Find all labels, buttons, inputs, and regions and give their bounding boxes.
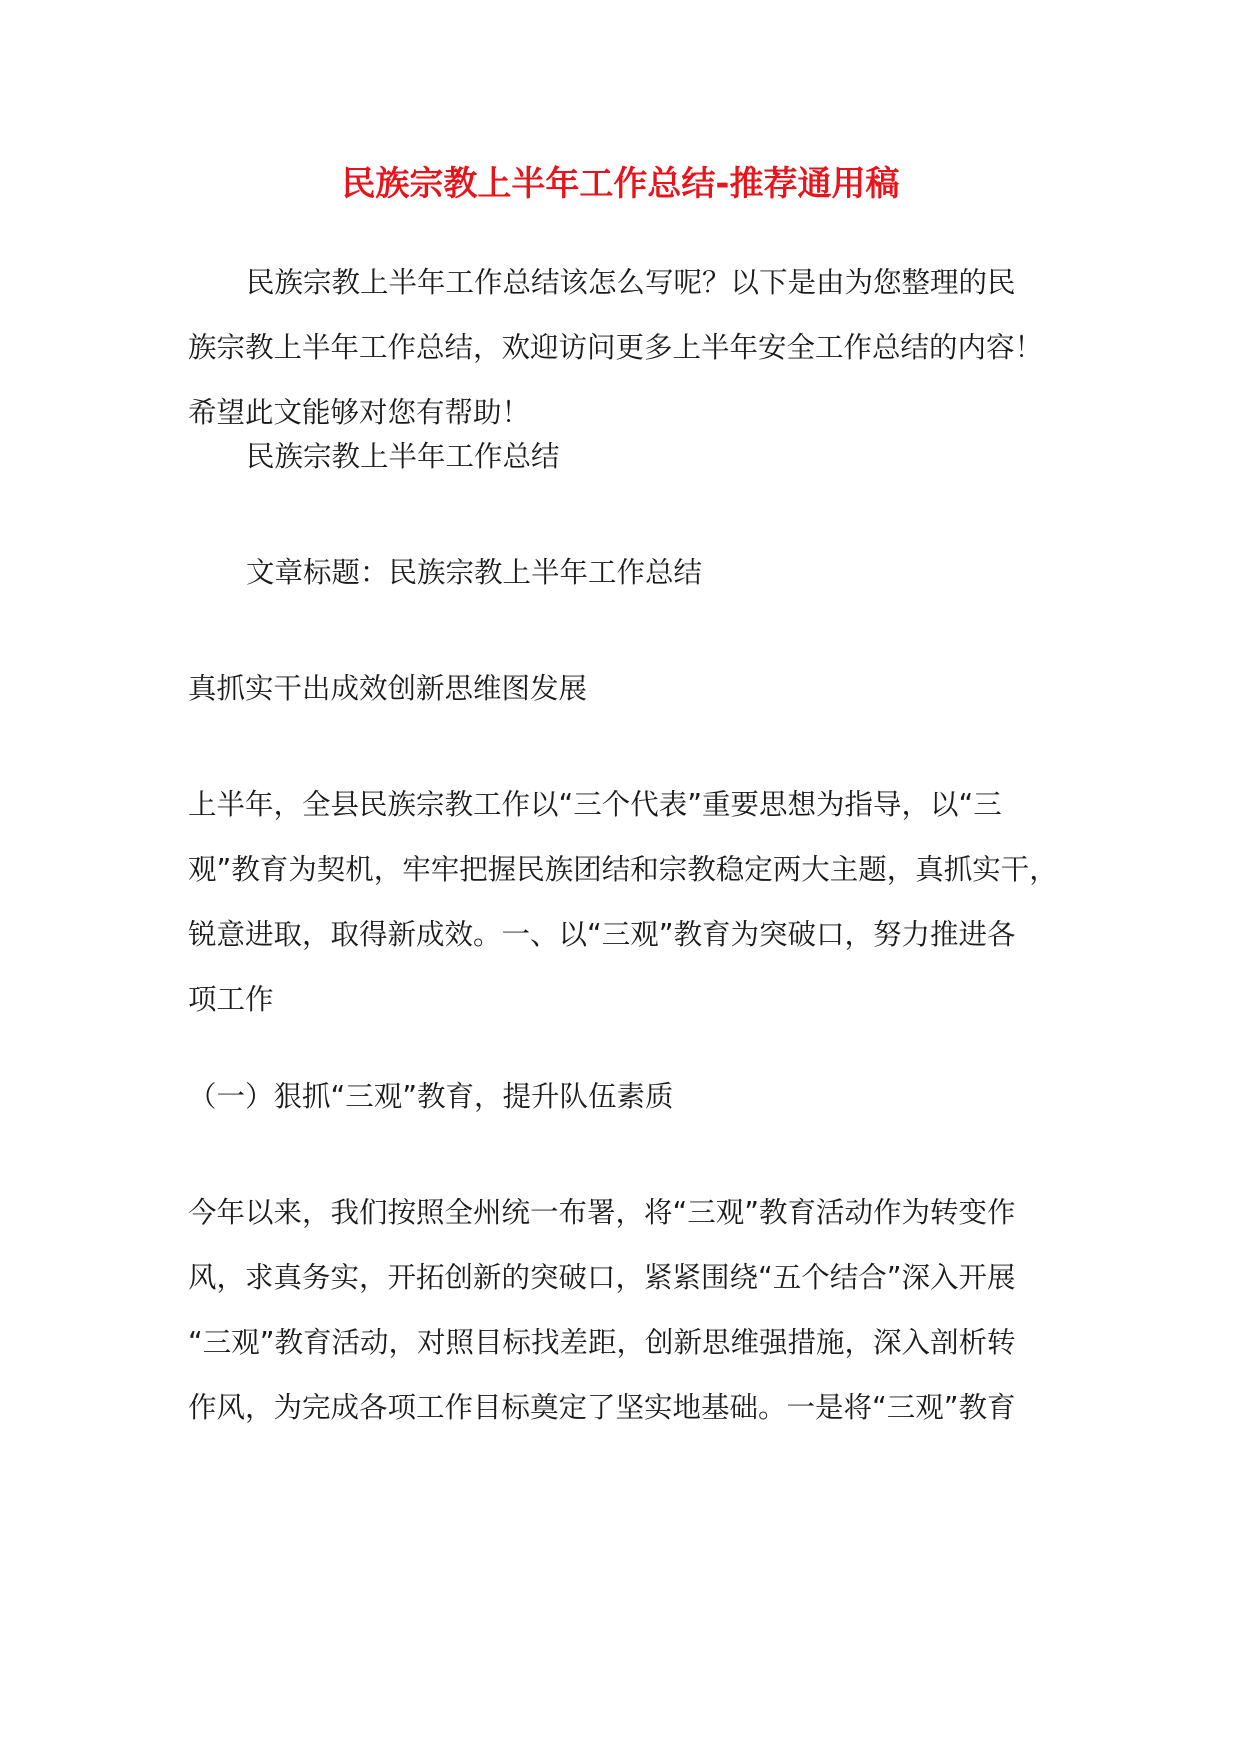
intro-line: 希望此文能够对您有帮助！: [188, 396, 531, 429]
article-heading-paragraph: [188, 540, 1088, 605]
body-paragraph-2: [188, 1180, 1088, 1440]
body-line: 上半年，全县民族宗教工作以“三个代表”重要思想为指导，以“三: [188, 788, 1002, 821]
subtitle-paragraph: [188, 424, 1088, 489]
article-heading: 文章标题：民族宗教上半年工作总结: [246, 556, 703, 589]
body-line: “三观”教育活动，对照目标找差距，创新思维强措施，深入剖析转: [188, 1326, 1016, 1359]
theme-paragraph: [188, 656, 1088, 721]
body-line: 风，求真务实，开拓创新的突破口，紧紧围绕“五个结合”深入开展: [188, 1261, 1016, 1294]
subtitle: 民族宗教上半年工作总结: [246, 440, 560, 473]
body-line: 项工作: [188, 983, 274, 1016]
theme-heading: 真抓实干出成效创新思维图发展: [188, 672, 588, 705]
body-paragraph-1: [188, 772, 1088, 1032]
document-title: 民族宗教上半年工作总结-推荐通用稿: [341, 164, 900, 204]
section-heading-paragraph: [188, 1064, 1088, 1129]
body-line: 今年以来，我们按照全州统一布署，将“三观”教育活动作为转变作: [188, 1196, 1016, 1229]
intro-line: 民族宗教上半年工作总结该怎么写呢？以下是由为您整理的民: [246, 266, 1016, 299]
intro-paragraph: [188, 250, 1088, 445]
section-heading: （一）狠抓“三观”教育，提升队伍素质: [188, 1080, 674, 1113]
body-line: 观”教育为契机，牢牢把握民族团结和宗教稳定两大主题，真抓实干，: [188, 853, 1058, 886]
body-line: 作风，为完成各项工作目标奠定了坚实地基础。一是将“三观”教育: [188, 1391, 1016, 1424]
intro-line: 族宗教上半年工作总结，欢迎访问更多上半年安全工作总结的内容！: [188, 331, 1044, 364]
body-line: 锐意进取，取得新成效。一、以“三观”教育为突破口，努力推进各: [188, 918, 1016, 951]
